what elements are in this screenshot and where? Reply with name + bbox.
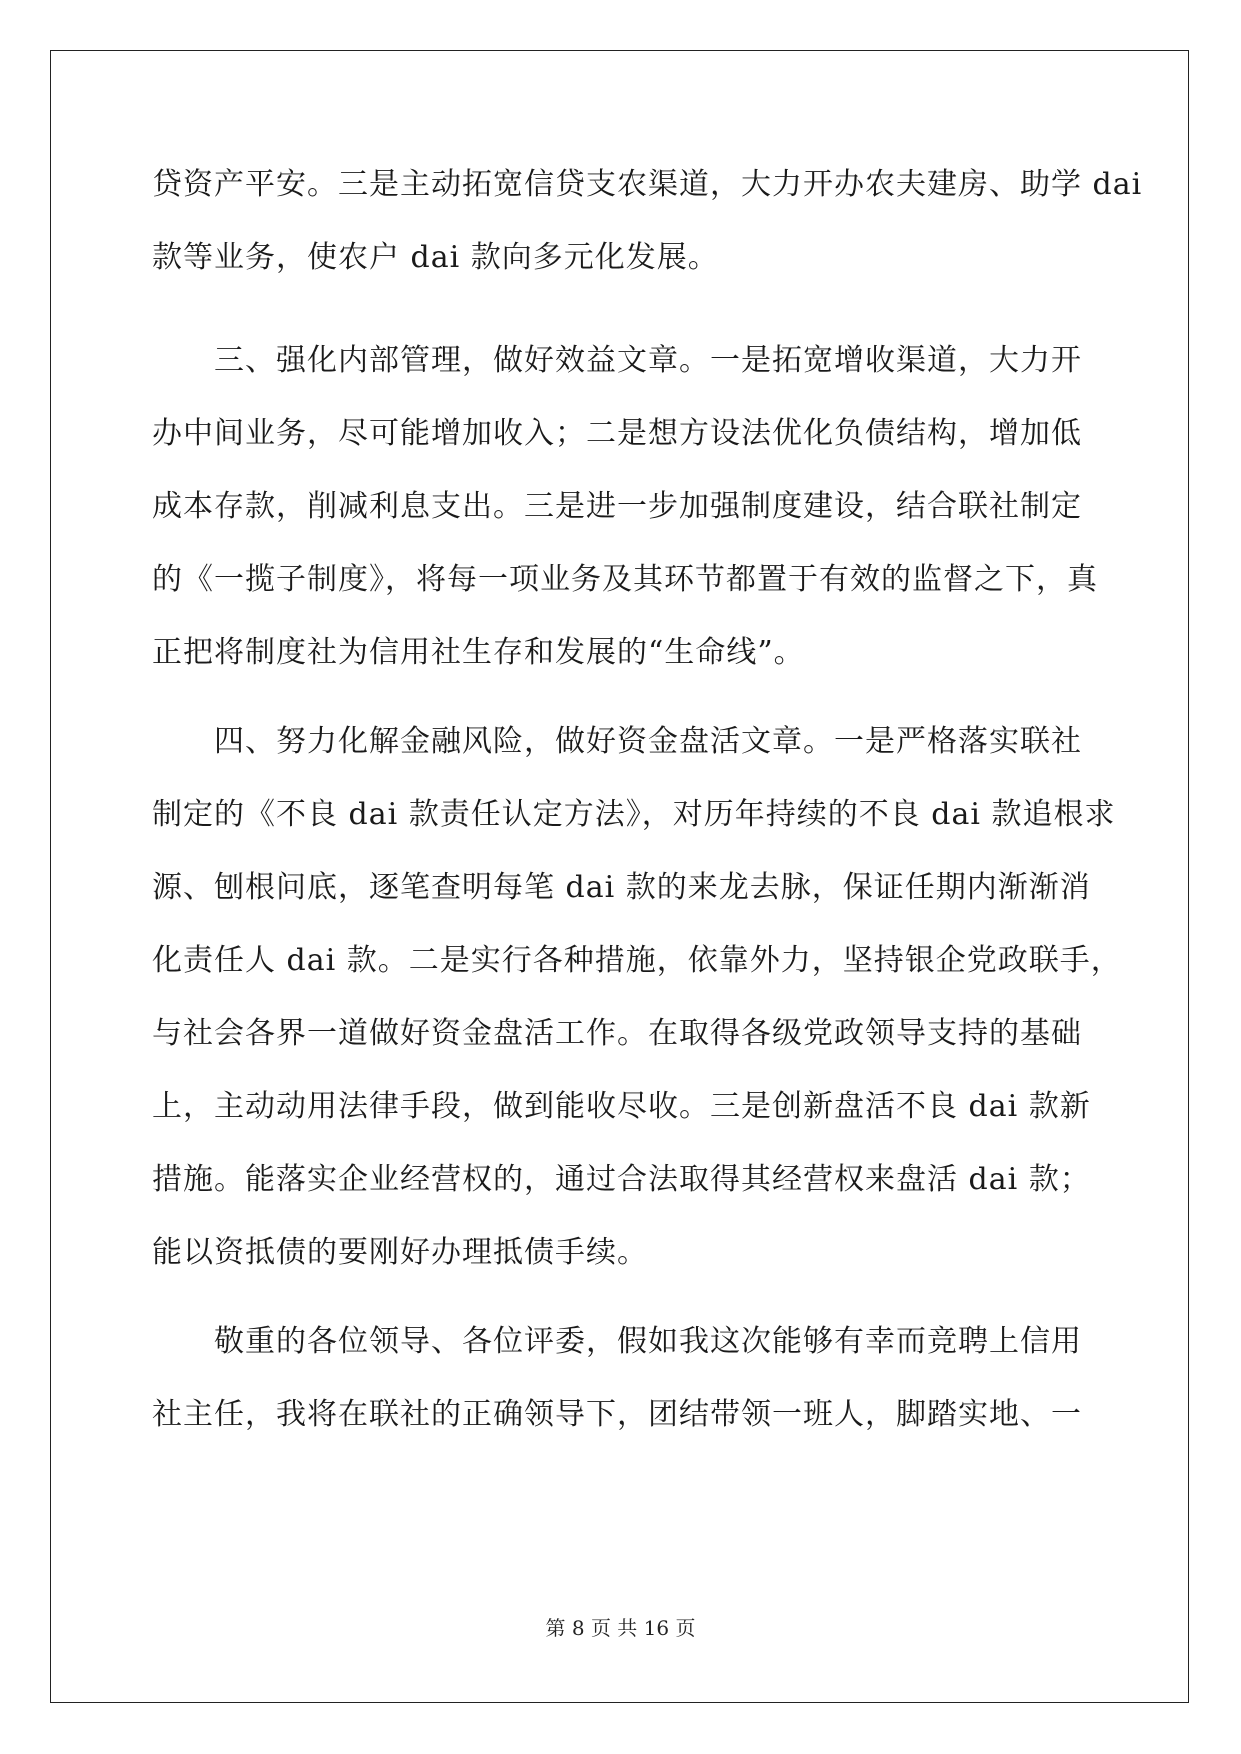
text-line: 能以资抵债的要刚好办理抵债手续。: [152, 1235, 648, 1270]
text-line: 的《一揽子制度》，将每一项业务及其环节都置于有效的监督之下，真: [152, 562, 1098, 597]
text-line: 化责任人 dai 款。二是实行各种措施，依靠外力，坚持银企党政联手，: [152, 943, 1122, 978]
text-line: 措施。能落实企业经营权的，通过合法取得其经营权来盘活 dai 款；: [152, 1162, 1091, 1197]
paragraph-start-line: 四、努力化解金融风险，做好资金盘活文章。一是严格落实联社: [214, 724, 1082, 759]
text-line: 上，主动动用法律手段，做到能收尽收。三是创新盘活不良 dai 款新: [152, 1089, 1091, 1124]
text-line: 制定的《不良 dai 款责任认定方法》，对历年持续的不良 dai 款追根求: [152, 797, 1116, 832]
text-line: 款等业务，使农户 dai 款向多元化发展。: [152, 240, 719, 275]
text-line: 正把将制度社为信用社生存和发展的“生命线”。: [152, 635, 805, 670]
text-line: 成本存款，削减利息支出。三是进一步加强制度建设，结合联社制定: [152, 489, 1082, 524]
paragraph-start-line: 敬重的各位领导、各位评委，假如我这次能够有幸而竞聘上信用: [214, 1324, 1082, 1359]
text-line: 与社会各界一道做好资金盘活工作。在取得各级党政领导支持的基础: [152, 1016, 1082, 1051]
paragraph-start-line: 三、强化内部管理，做好效益文章。一是拓宽增收渠道，大力开: [214, 343, 1082, 378]
text-line: 办中间业务，尽可能增加收入；二是想方设法优化负债结构，增加低: [152, 416, 1082, 451]
text-line: 贷资产平安。三是主动拓宽信贷支农渠道，大力开办农夫建房、助学 dai: [152, 167, 1143, 202]
text-line: 社主任，我将在联社的正确领导下，团结带领一班人，脚踏实地、一: [152, 1397, 1082, 1432]
text-line: 源、刨根问底，逐笔查明每笔 dai 款的来龙去脉，保证任期内渐渐消: [152, 870, 1091, 905]
page-number-footer: 第 8 页 共 16 页: [545, 1616, 696, 1640]
